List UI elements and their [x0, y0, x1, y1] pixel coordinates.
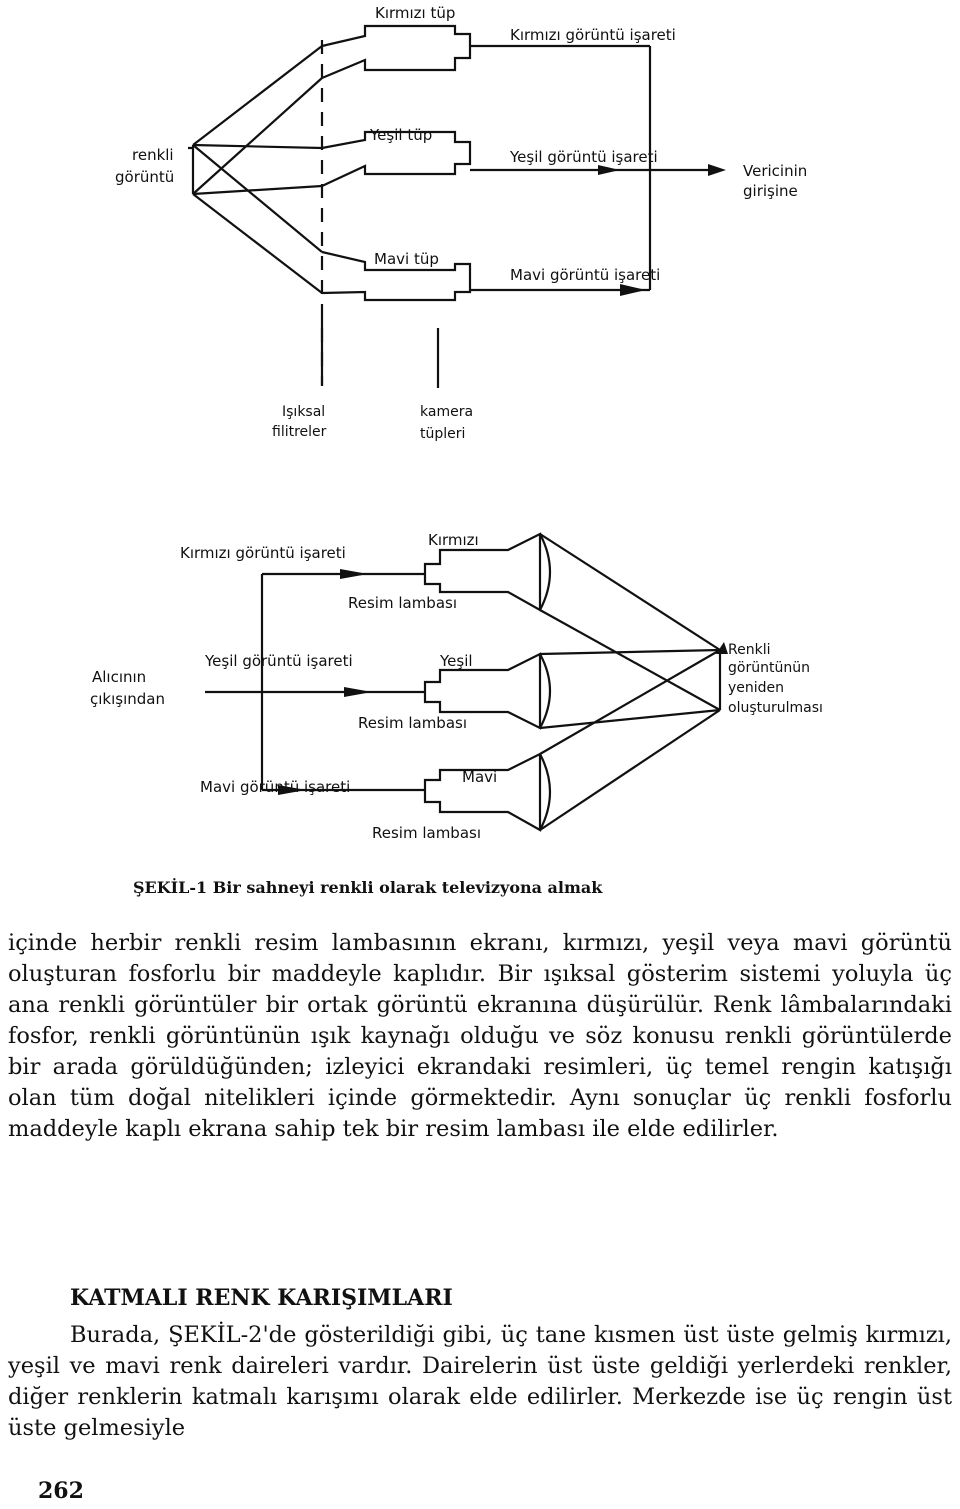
body-paragraph-1: içinde herbir renkli resim lambasının ekranı, kırmızı, yeşil veya mavi görüntü oluşturan fosforlu bir maddeyle kaplıdır. Bir ışıksal gösterim sistemi yoluyla üç ana renkli görüntüler bir ortak görüntü ekranına düşürülür. Renk lâmbalarındaki fosfor, renkli görüntünün ışık kaynağı olduğu ve söz konusu renkli görüntülerde bir arada görüldüğünden; izleyici ekrandaki resimleri, üç temel rengin katışığı olan tüm doğal nitelikleri içinde görmektedir. Aynı sonuçlar üç renkli fosforlu maddeyle kaplı ekrana sahip tek bir resim lambası ile elde edilirler.	[8, 930, 952, 1142]
filters-label-1: Işıksal	[282, 404, 326, 420]
recombine-label-3: yeniden	[728, 680, 785, 696]
receiver-label-1: Alıcının	[92, 668, 147, 686]
green-signal-label: Yeşil görüntü işareti	[510, 148, 658, 166]
red-camera-tube	[322, 26, 470, 78]
section-heading: KATMALI RENK KARIŞIMLARI	[70, 1285, 453, 1311]
scene-label-1: renkli	[132, 146, 174, 164]
green-lamp-label-bottom: Resim lambası	[358, 714, 468, 732]
green-signal-label: Yeşil görüntü işareti	[205, 652, 353, 670]
page-number: 262	[38, 1478, 84, 1504]
recombine-label-1: Renkli	[728, 642, 771, 658]
red-signal-label: Kırmızı görüntü işareti	[180, 544, 346, 562]
blue-tube-label: Mavi tüp	[374, 250, 439, 268]
scene-label-2: görüntü	[115, 168, 175, 186]
transmitter-label-1: Vericinin	[743, 162, 808, 180]
red-tube-label: Kırmızı tüp	[375, 4, 456, 22]
green-lamp-label-top: Yeşil	[440, 652, 473, 670]
recombine-label-4: oluşturulması	[728, 700, 823, 716]
figure-camera-diagram	[0, 0, 960, 460]
transmitter-label-2: girişine	[743, 182, 798, 200]
green-tube-label: Yeşil tüp	[370, 126, 433, 144]
blue-signal-label: Mavi görüntü işareti	[510, 266, 661, 284]
blue-lamp-label-bottom: Resim lambası	[372, 824, 482, 842]
red-lamp-label-top: Kırmızı	[428, 531, 479, 549]
filters-label-2: filitreler	[272, 424, 327, 440]
scene-bracket	[188, 145, 194, 194]
tubes-label-1: kamera	[420, 404, 474, 420]
blue-lamp-label-top: Mavi	[462, 768, 498, 786]
body-paragraph-2: Burada, ŞEKİL-2'de gösterildiği gibi, üç tane kısmen üst üste gelmiş kırmızı, yeşil ve mavi renk daireleri vardır. Dairelerin üst üste geldiği yerlerdeki renkler, diğer renklerin katmalı karışımı olarak elde edilirler. Merkezde ise üç rengin üst üste gelmesiyle	[8, 1322, 952, 1441]
recombine-label-2: görüntünün	[728, 660, 810, 676]
blue-signal-label: Mavi görüntü işareti	[200, 778, 351, 796]
tubes-label-2: tüpleri	[420, 426, 466, 442]
figure-receiver-diagram	[0, 520, 960, 860]
receiver-label-2: çıkışından	[90, 690, 165, 708]
figure-caption: ŞEKİL-1 Bir sahneyi renkli olarak televizyona almak	[133, 878, 603, 897]
red-signal-label: Kırmızı görüntü işareti	[510, 26, 676, 44]
red-lamp-label-bottom: Resim lambası	[348, 594, 458, 612]
blue-picture-lamp	[425, 754, 540, 830]
